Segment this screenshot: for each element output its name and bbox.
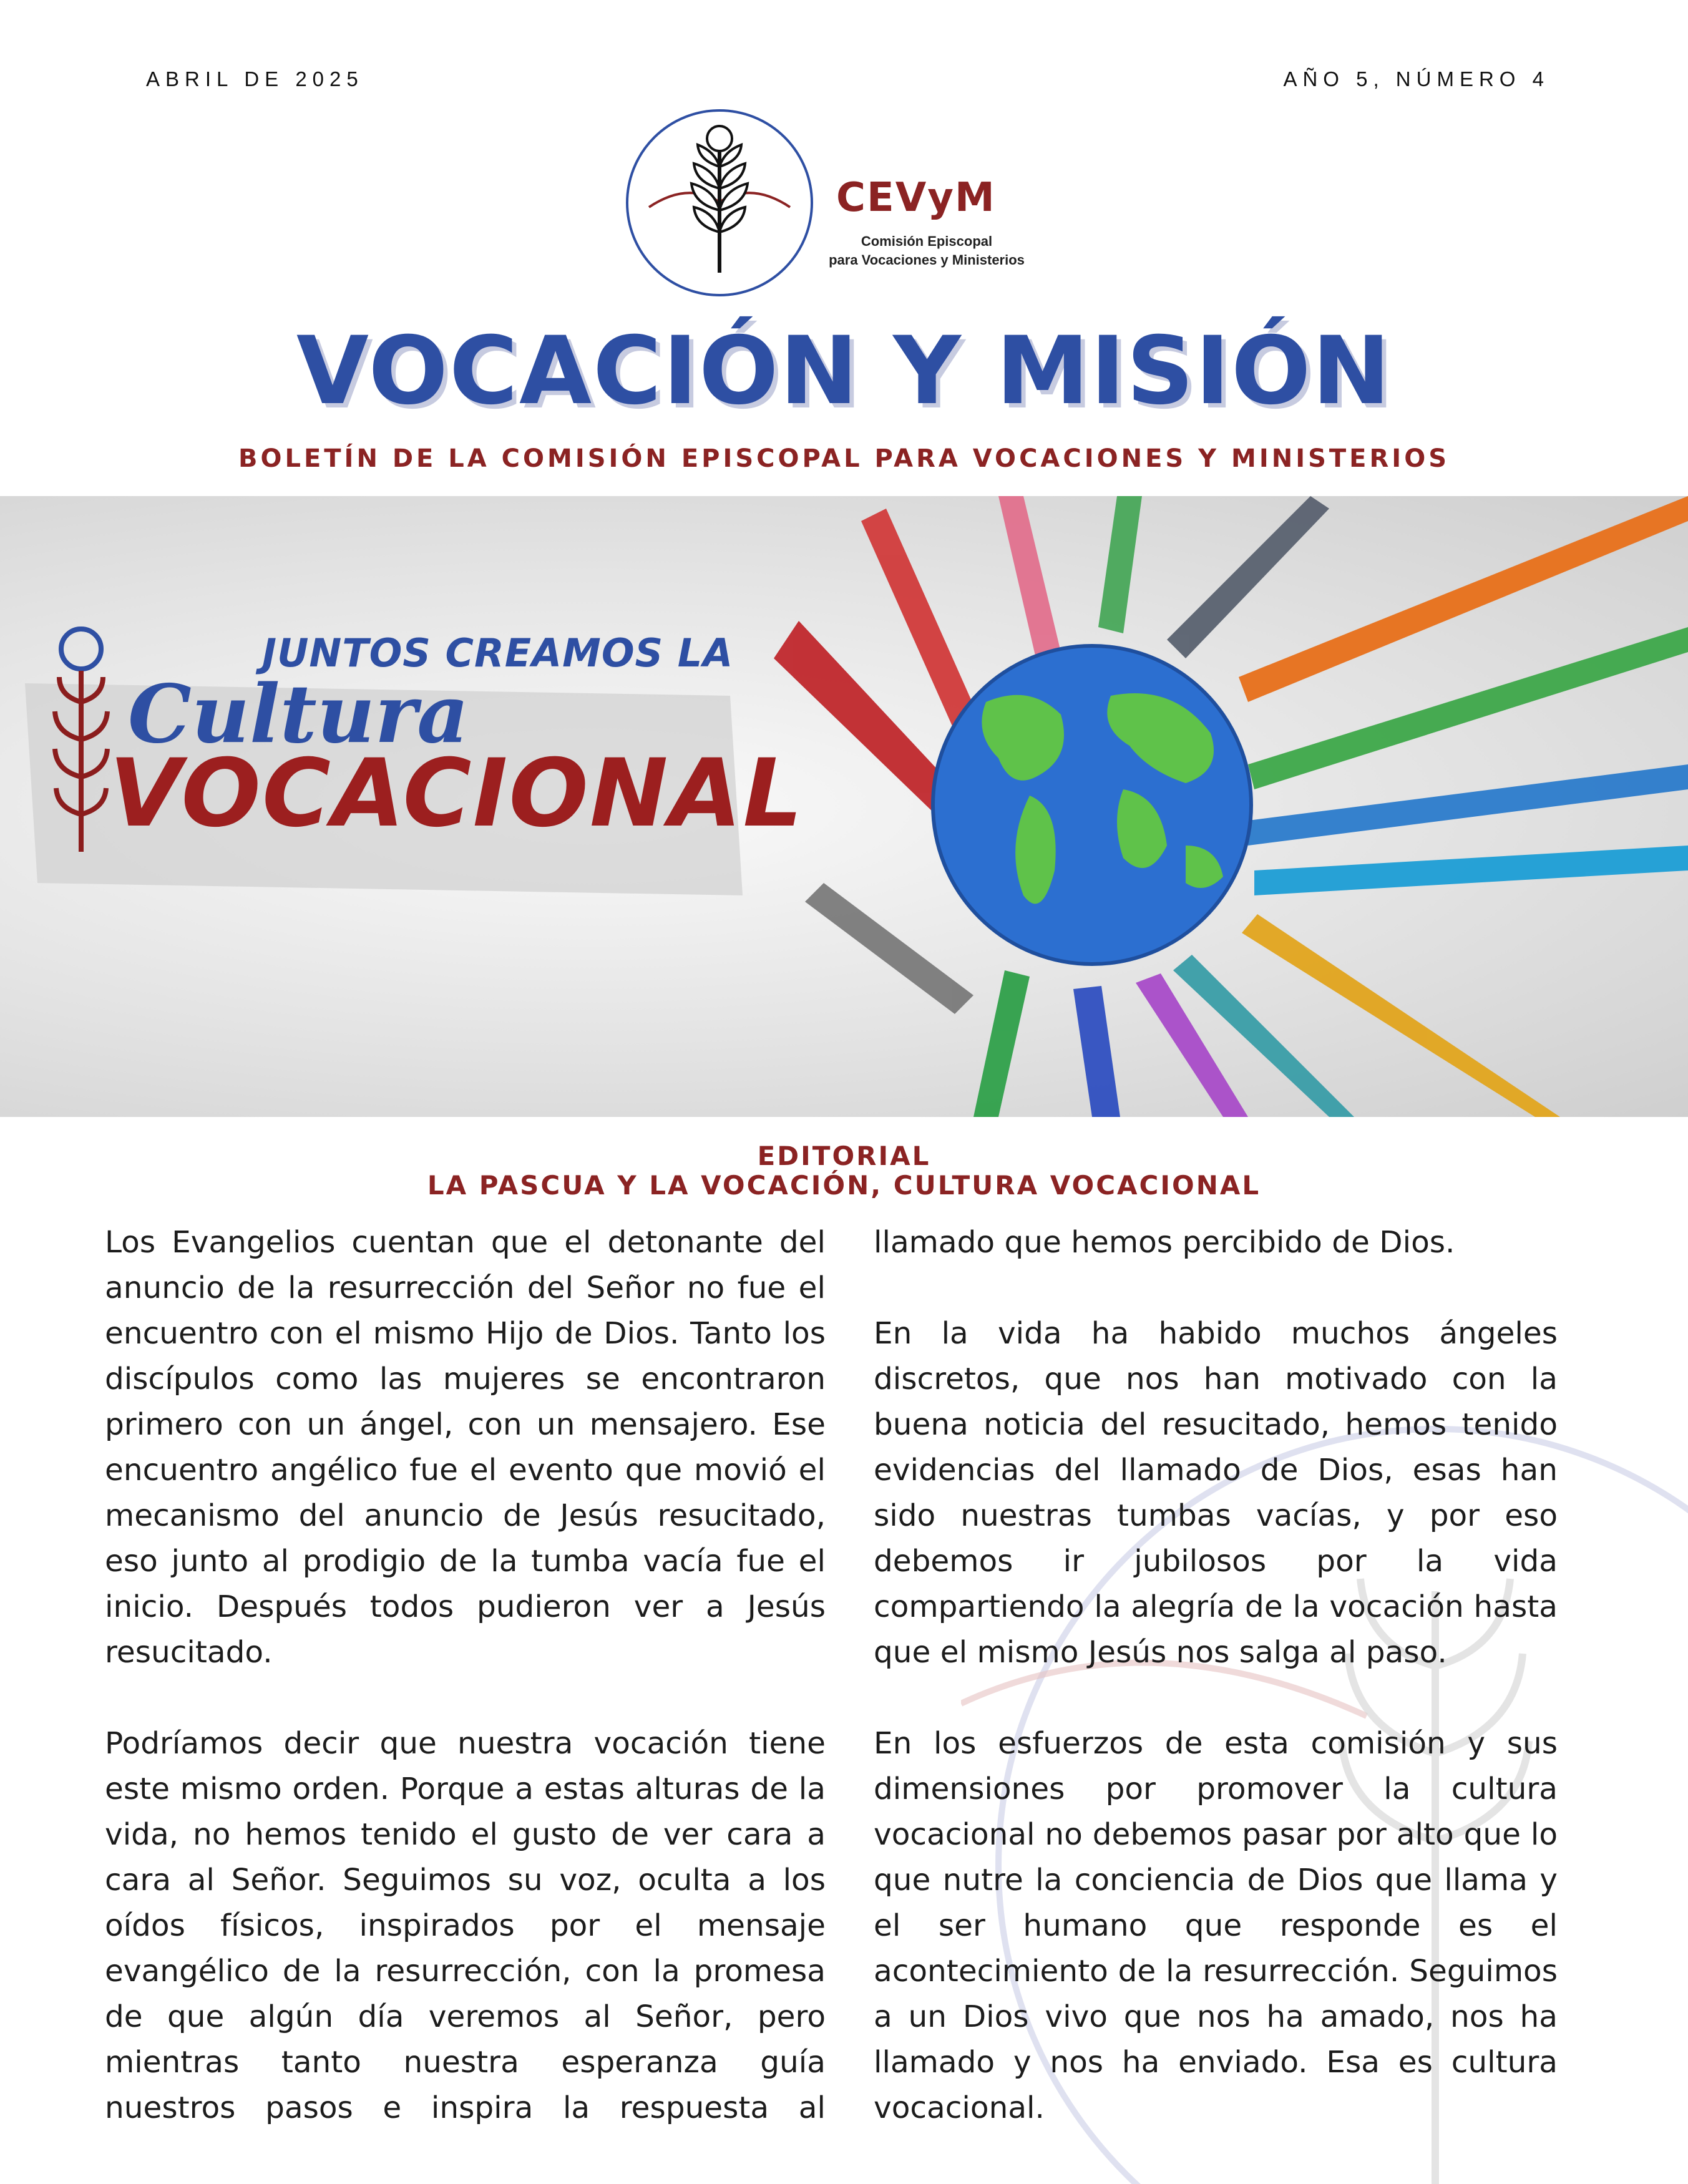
editorial-paragraph: llamado que hemos percibido de Dios. (874, 1225, 1455, 1260)
org-acronym: CEVyM (836, 175, 996, 221)
editorial-column-left (105, 1220, 826, 2177)
editorial-paragraph: En los esfuerzos de esta comisión y sus dimensiones por promover la cultura vocacional no debemos pasar por alto que lo que nutre la conciencia de Dios que llama y el ser humano que responde es el acontecimiento de la resurrección. Seguimos a un Dios vivo que nos ha amado, nos ha llamado y nos ha enviado. Esa es cultura vocacional. (874, 1726, 1558, 2125)
editorial-paragraph: Los Evangelios cuentan que el detonante del anuncio de la resurrección del Señor no fue el encuentro con el mismo Hijo de Dios. Tanto los discípulos como las mujeres se encontraron primero con un ángel, con un mensajero. Ese encuentro angélico fue el evento que movió el mecanismo del anuncio de Jesús resucitado, eso junto al prodigio de la tumba vacía fue el inicio. Después todos pudieron ver a Jesús resucitado. (105, 1225, 826, 1670)
editorial-column-right (874, 1220, 1558, 2177)
editorial-title: LA PASCUA Y LA VOCACIÓN, CULTURA VOCACIONAL (427, 1170, 1261, 1201)
org-logo (624, 107, 1048, 301)
newsletter-subtitle: BOLETÍN DE LA COMISIÓN EPISCOPAL PARA VOCACIONES Y MINISTERIOS (238, 444, 1450, 473)
org-line-2: para Vocaciones y Ministerios (829, 252, 1025, 268)
hero-banner (0, 496, 1688, 1117)
banner-kicker: JUNTOS CREAMOS LA (262, 630, 734, 676)
issue-label: AÑO 5, NÚMERO 4 (1283, 67, 1549, 90)
newsletter-title: VOCACIÓN Y MISIÓN (296, 317, 1392, 426)
org-fullname (805, 232, 1048, 270)
date-label: ABRIL DE 2025 (146, 67, 364, 90)
editorial-paragraph: Podríamos decir que nuestra vocación tiene este mismo orden. Porque a estas alturas de la vida, no hemos tenido el gusto de ver cara a cara al Señor. Seguimos su voz, oculta a los oídos físicos, inspirados por el mensaje evangélico de la resurrección, con la promesa de que algún día veremos al Señor, pero mientras tanto nuestra esperanza guía nuestros pasos e inspira la respuesta al (105, 1726, 826, 2125)
org-line-1: Comisión Episcopal (861, 233, 993, 249)
editorial-paragraph: En la vida ha habido muchos ángeles discretos, que nos han motivado con la buena noticia del resucitado, hemos tenido evidencias del llamado de Dios, esas han sido nuestras tumbas vacías, y por eso debemos ir jubilosos por la vida compartiendo la alegría de la vocación hasta que el mismo Jesús nos salga al paso. (874, 1316, 1558, 1670)
banner-word-cultura: Cultura (128, 668, 469, 761)
banner-word-vocacional: VOCACIONAL (109, 739, 804, 848)
editorial-kicker: EDITORIAL (757, 1141, 931, 1171)
wheat-stalk-icon (624, 107, 815, 298)
